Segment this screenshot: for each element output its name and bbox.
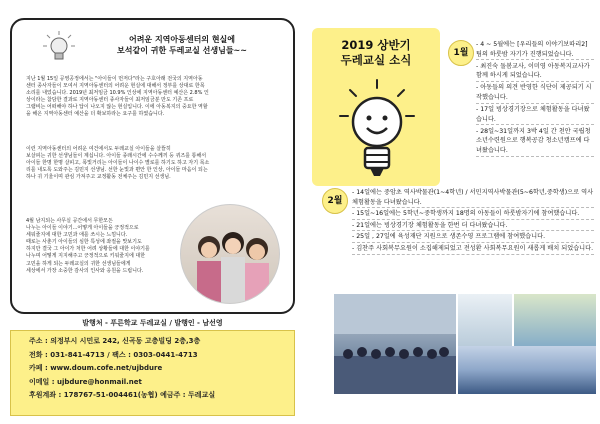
publisher-line: 발행처 - 푸른학교 두레교실 / 발행인 - 남선영 xyxy=(82,319,223,327)
list-item: - 최진숙 돌봄교사, 이미영 아동복지교사가 함께 하시게 되었습니다. xyxy=(476,62,594,82)
lightbulb-icon xyxy=(42,30,76,64)
intro-paragraph-3: 4월 남지되는 사무실 공간에서 무한모든 나누는 아이들 이야기...어떻게 아이들을 긍정적으로 세워줄지에 대한 고민과 애를 쓰시는 느낌니다. 때로는 사춘기 아이들의 심한 특성에 좌절을 맛보기도 하지만 결국 그 아이가 처한 어려 상황들에 대한 이야기를 나누며 어떻게 지지해주고 긍정적으로 키워줄지에 대한 고민을 하게 되는 두레교실의 귀한 선생님들에게 세상에서 가장 소중한 감사의 인사와 응원을 드립니다. xyxy=(26,218,150,274)
list-item: - 21일에는 빙상경기장 체험활동을 한번 더 다녀왔습니다. xyxy=(352,221,594,232)
list-item: - 17일 빙상경기장으로 체험활동을 다녀왔습니다. xyxy=(476,105,594,125)
february-badge: 2월 xyxy=(322,188,348,214)
january-badge: 1월 xyxy=(448,40,474,66)
contact-account: 후원계좌 : 178767-51-004461(농협) 예금주 : 두레교실 xyxy=(29,391,216,400)
intro-paragraph-2: 이런 지역아동센터의 어려운 여건에서도 두레교실 아이들을 살뜰히 보살피는 귀한 선생님들이 계십니다. 아이들 종래시간에 수수께끼 등 퀴즈를 통해서 아이들 한명 한명 살피고, 폭빛거리는 아이들이 나이수 별로를 하기도 하고 자기 목소 리를 내도록 도와주는 김민지 선생님. 선한 눈빛과 편안 한 인상, 아이들 마음이 되는 하나 귀 기울이며 관심 가져주고 교정활동 전체주는 김민지 선생님. xyxy=(26,146,210,181)
contact-cafe[interactable]: 카페 : www.doum.cofe.net/ujbdure xyxy=(29,364,163,373)
list-item: - 25일 , 27일에 육성재단 지원으로 생존수영 프로그램에 참여했습니다. xyxy=(352,232,594,243)
newsletter-title xyxy=(312,38,440,68)
list-item: - 14일에는 중암초 역사박물관(1~4학년) / 서민지역사박물관(5~6학년,중학생)으로 역사 체험활동을 다녀왔습니다. xyxy=(352,188,594,208)
list-item: - 15일~16일에는 5학년~중학생까지 18명의 아동들이 하룻밤자기에 참여했습니다. xyxy=(352,209,594,220)
list-item: - 아동들의 의견 반영한 식단이 제공되기 시작했습니다. xyxy=(476,83,594,103)
newsletter-title-line2: 두레교실 소식 xyxy=(340,53,412,67)
newsletter-logo xyxy=(312,28,440,186)
swimming-photo xyxy=(458,346,596,394)
list-item: - 4 ~ 5월에는 [우리들의 이야기보따리2] 팀의 하룻밤 자기가 진행되었습니다. xyxy=(476,40,594,60)
contact-address: 주소 : 의정부시 시민로 242, 신곡동 고층빌딩 2층,3층 xyxy=(29,337,201,345)
intro-title-line2: 보석같이 귀한 두레교실 선생님들~~ xyxy=(117,46,247,55)
intro-title xyxy=(82,34,282,56)
intro-panel xyxy=(10,18,295,314)
group-photo xyxy=(334,294,456,394)
teachers-photo xyxy=(180,204,280,304)
january-news-list xyxy=(476,40,594,158)
list-item: - 28일~31일까지 3박 4일 간 천안 국립청소년수련원으로 행복공감 청소년캠프에 다녀왔습니다. xyxy=(476,127,594,157)
contact-box xyxy=(10,330,295,416)
list-item: - 김찬주 사회복무요원이 소집해제되었고 전성환 사회복무요원이 새롭게 배치 되었습니다. xyxy=(352,244,594,255)
contact-phone: 전화 : 031-841-4713 / 팩스 : 0303-0441-4713 xyxy=(29,350,198,359)
february-news-list xyxy=(352,188,594,256)
newsletter-title-line1: 2019 상반기 xyxy=(341,38,411,52)
intro-title-line1: 어려운 지역아동센터의 현실에 xyxy=(128,35,236,44)
smiling-lightbulb-icon xyxy=(338,78,416,184)
intro-paragraph-1: 지난 1월 15일 공영공정에서는 "아이들이 먼저다"라는 구호아래 전국의 지역아동 센터 종사자들이 모여서 지역아동센터의 어려운 현실에 대해서 정부를 상대로 한목 소리를 내었습니다. 2019년 최저임금 10.9% 인상에 지역아동센터 예산은 2.8% 인 상이라는 참담한 결과로 지역아동센터 종사자들이 최저임금분 만도 기존 프로 그램비는 어떠해야 하나 답이 나오지 않는 현실입니다. 이에 아동복지의 중요한 역할 을 해온 지역아동센터 예산을 더 확보하라는 요구를 하였습니다. xyxy=(26,76,209,118)
contact-email[interactable]: 이메일 : ujbdure@honmail.net xyxy=(29,377,142,386)
